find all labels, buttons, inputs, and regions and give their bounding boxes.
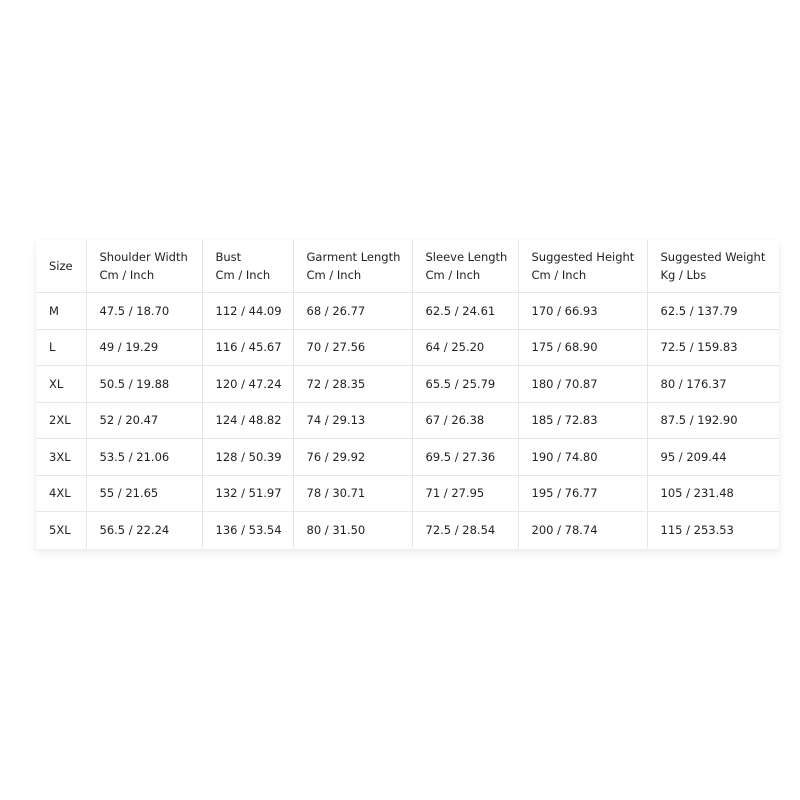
header-suggested-weight-unit: Kg / Lbs: [660, 268, 707, 282]
cell-bust: 128 / 50.39: [202, 439, 293, 476]
cell-size: 5XL: [36, 512, 86, 548]
cell-sleeve-length: 62.5 / 24.61: [412, 293, 518, 330]
cell-suggested-height: 185 / 72.83: [518, 402, 647, 439]
cell-suggested-height: 175 / 68.90: [518, 329, 647, 366]
header-size: [36, 240, 86, 293]
table-body: [36, 293, 779, 548]
cell-suggested-weight: 95 / 209.44: [647, 439, 779, 476]
cell-suggested-height: 200 / 78.74: [518, 512, 647, 548]
cell-size: 3XL: [36, 439, 86, 476]
header-bust-label: Bust: [215, 250, 242, 264]
header-suggested-weight-label: Suggested Weight: [660, 250, 766, 264]
cell-suggested-weight: 62.5 / 137.79: [647, 293, 779, 330]
header-sleeve-length-label: Sleeve Length: [425, 250, 508, 264]
cell-size: 4XL: [36, 475, 86, 512]
table-row: [36, 512, 779, 548]
cell-garment-length: 78 / 30.71: [293, 475, 412, 512]
table-header: [36, 240, 779, 293]
cell-bust: 132 / 51.97: [202, 475, 293, 512]
table-row: [36, 293, 779, 330]
cell-bust: 120 / 47.24: [202, 366, 293, 403]
cell-suggested-height: 180 / 70.87: [518, 366, 647, 403]
cell-size: L: [36, 329, 86, 366]
header-row: [36, 240, 779, 293]
header-shoulder-width-label: Shoulder Width: [99, 250, 188, 264]
header-garment-length-label: Garment Length: [306, 250, 401, 264]
header-suggested-height-unit: Cm / Inch: [531, 268, 587, 282]
header-size-label: Size: [49, 259, 73, 273]
cell-garment-length: 72 / 28.35: [293, 366, 412, 403]
table-row: [36, 366, 779, 403]
table-row: [36, 475, 779, 512]
header-shoulder-width-unit: Cm / Inch: [99, 268, 155, 282]
table-row: [36, 329, 779, 366]
cell-suggested-weight: 87.5 / 192.90: [647, 402, 779, 439]
header-suggested-height: [518, 240, 647, 293]
cell-suggested-weight: 80 / 176.37: [647, 366, 779, 403]
size-chart-card: [36, 240, 779, 549]
cell-sleeve-length: 64 / 25.20: [412, 329, 518, 366]
cell-size: 2XL: [36, 402, 86, 439]
cell-bust: 124 / 48.82: [202, 402, 293, 439]
cell-suggested-height: 190 / 74.80: [518, 439, 647, 476]
header-garment-length: [293, 240, 412, 293]
cell-garment-length: 76 / 29.92: [293, 439, 412, 476]
cell-sleeve-length: 67 / 26.38: [412, 402, 518, 439]
cell-bust: 116 / 45.67: [202, 329, 293, 366]
header-sleeve-length: [412, 240, 518, 293]
header-garment-length-unit: Cm / Inch: [306, 268, 362, 282]
cell-size: M: [36, 293, 86, 330]
cell-suggested-height: 170 / 66.93: [518, 293, 647, 330]
header-bust-unit: Cm / Inch: [215, 268, 271, 282]
cell-garment-length: 70 / 27.56: [293, 329, 412, 366]
cell-garment-length: 80 / 31.50: [293, 512, 412, 548]
header-bust: [202, 240, 293, 293]
cell-shoulder-width: 47.5 / 18.70: [86, 293, 202, 330]
table-row: [36, 439, 779, 476]
header-suggested-height-label: Suggested Height: [531, 250, 635, 264]
cell-shoulder-width: 49 / 19.29: [86, 329, 202, 366]
cell-bust: 136 / 53.54: [202, 512, 293, 548]
header-suggested-weight: [647, 240, 779, 293]
cell-sleeve-length: 65.5 / 25.79: [412, 366, 518, 403]
cell-shoulder-width: 55 / 21.65: [86, 475, 202, 512]
cell-shoulder-width: 52 / 20.47: [86, 402, 202, 439]
cell-shoulder-width: 56.5 / 22.24: [86, 512, 202, 548]
cell-sleeve-length: 71 / 27.95: [412, 475, 518, 512]
cell-sleeve-length: 69.5 / 27.36: [412, 439, 518, 476]
size-chart-table: [36, 240, 779, 548]
cell-garment-length: 68 / 26.77: [293, 293, 412, 330]
header-shoulder-width: [86, 240, 202, 293]
cell-suggested-weight: 115 / 253.53: [660, 522, 734, 537]
cell-garment-length: 74 / 29.13: [293, 402, 412, 439]
header-sleeve-length-unit: Cm / Inch: [425, 268, 481, 282]
table-row: [36, 402, 779, 439]
cell-bust: 112 / 44.09: [202, 293, 293, 330]
cell-suggested-height: 195 / 76.77: [518, 475, 647, 512]
cell-shoulder-width: 53.5 / 21.06: [86, 439, 202, 476]
cell-shoulder-width: 50.5 / 19.88: [86, 366, 202, 403]
cell-suggested-weight: 72.5 / 159.83: [647, 329, 779, 366]
cell-sleeve-length: 72.5 / 28.54: [412, 512, 518, 548]
cell-suggested-weight: 105 / 231.48: [647, 475, 779, 512]
cell-size: XL: [36, 366, 86, 403]
